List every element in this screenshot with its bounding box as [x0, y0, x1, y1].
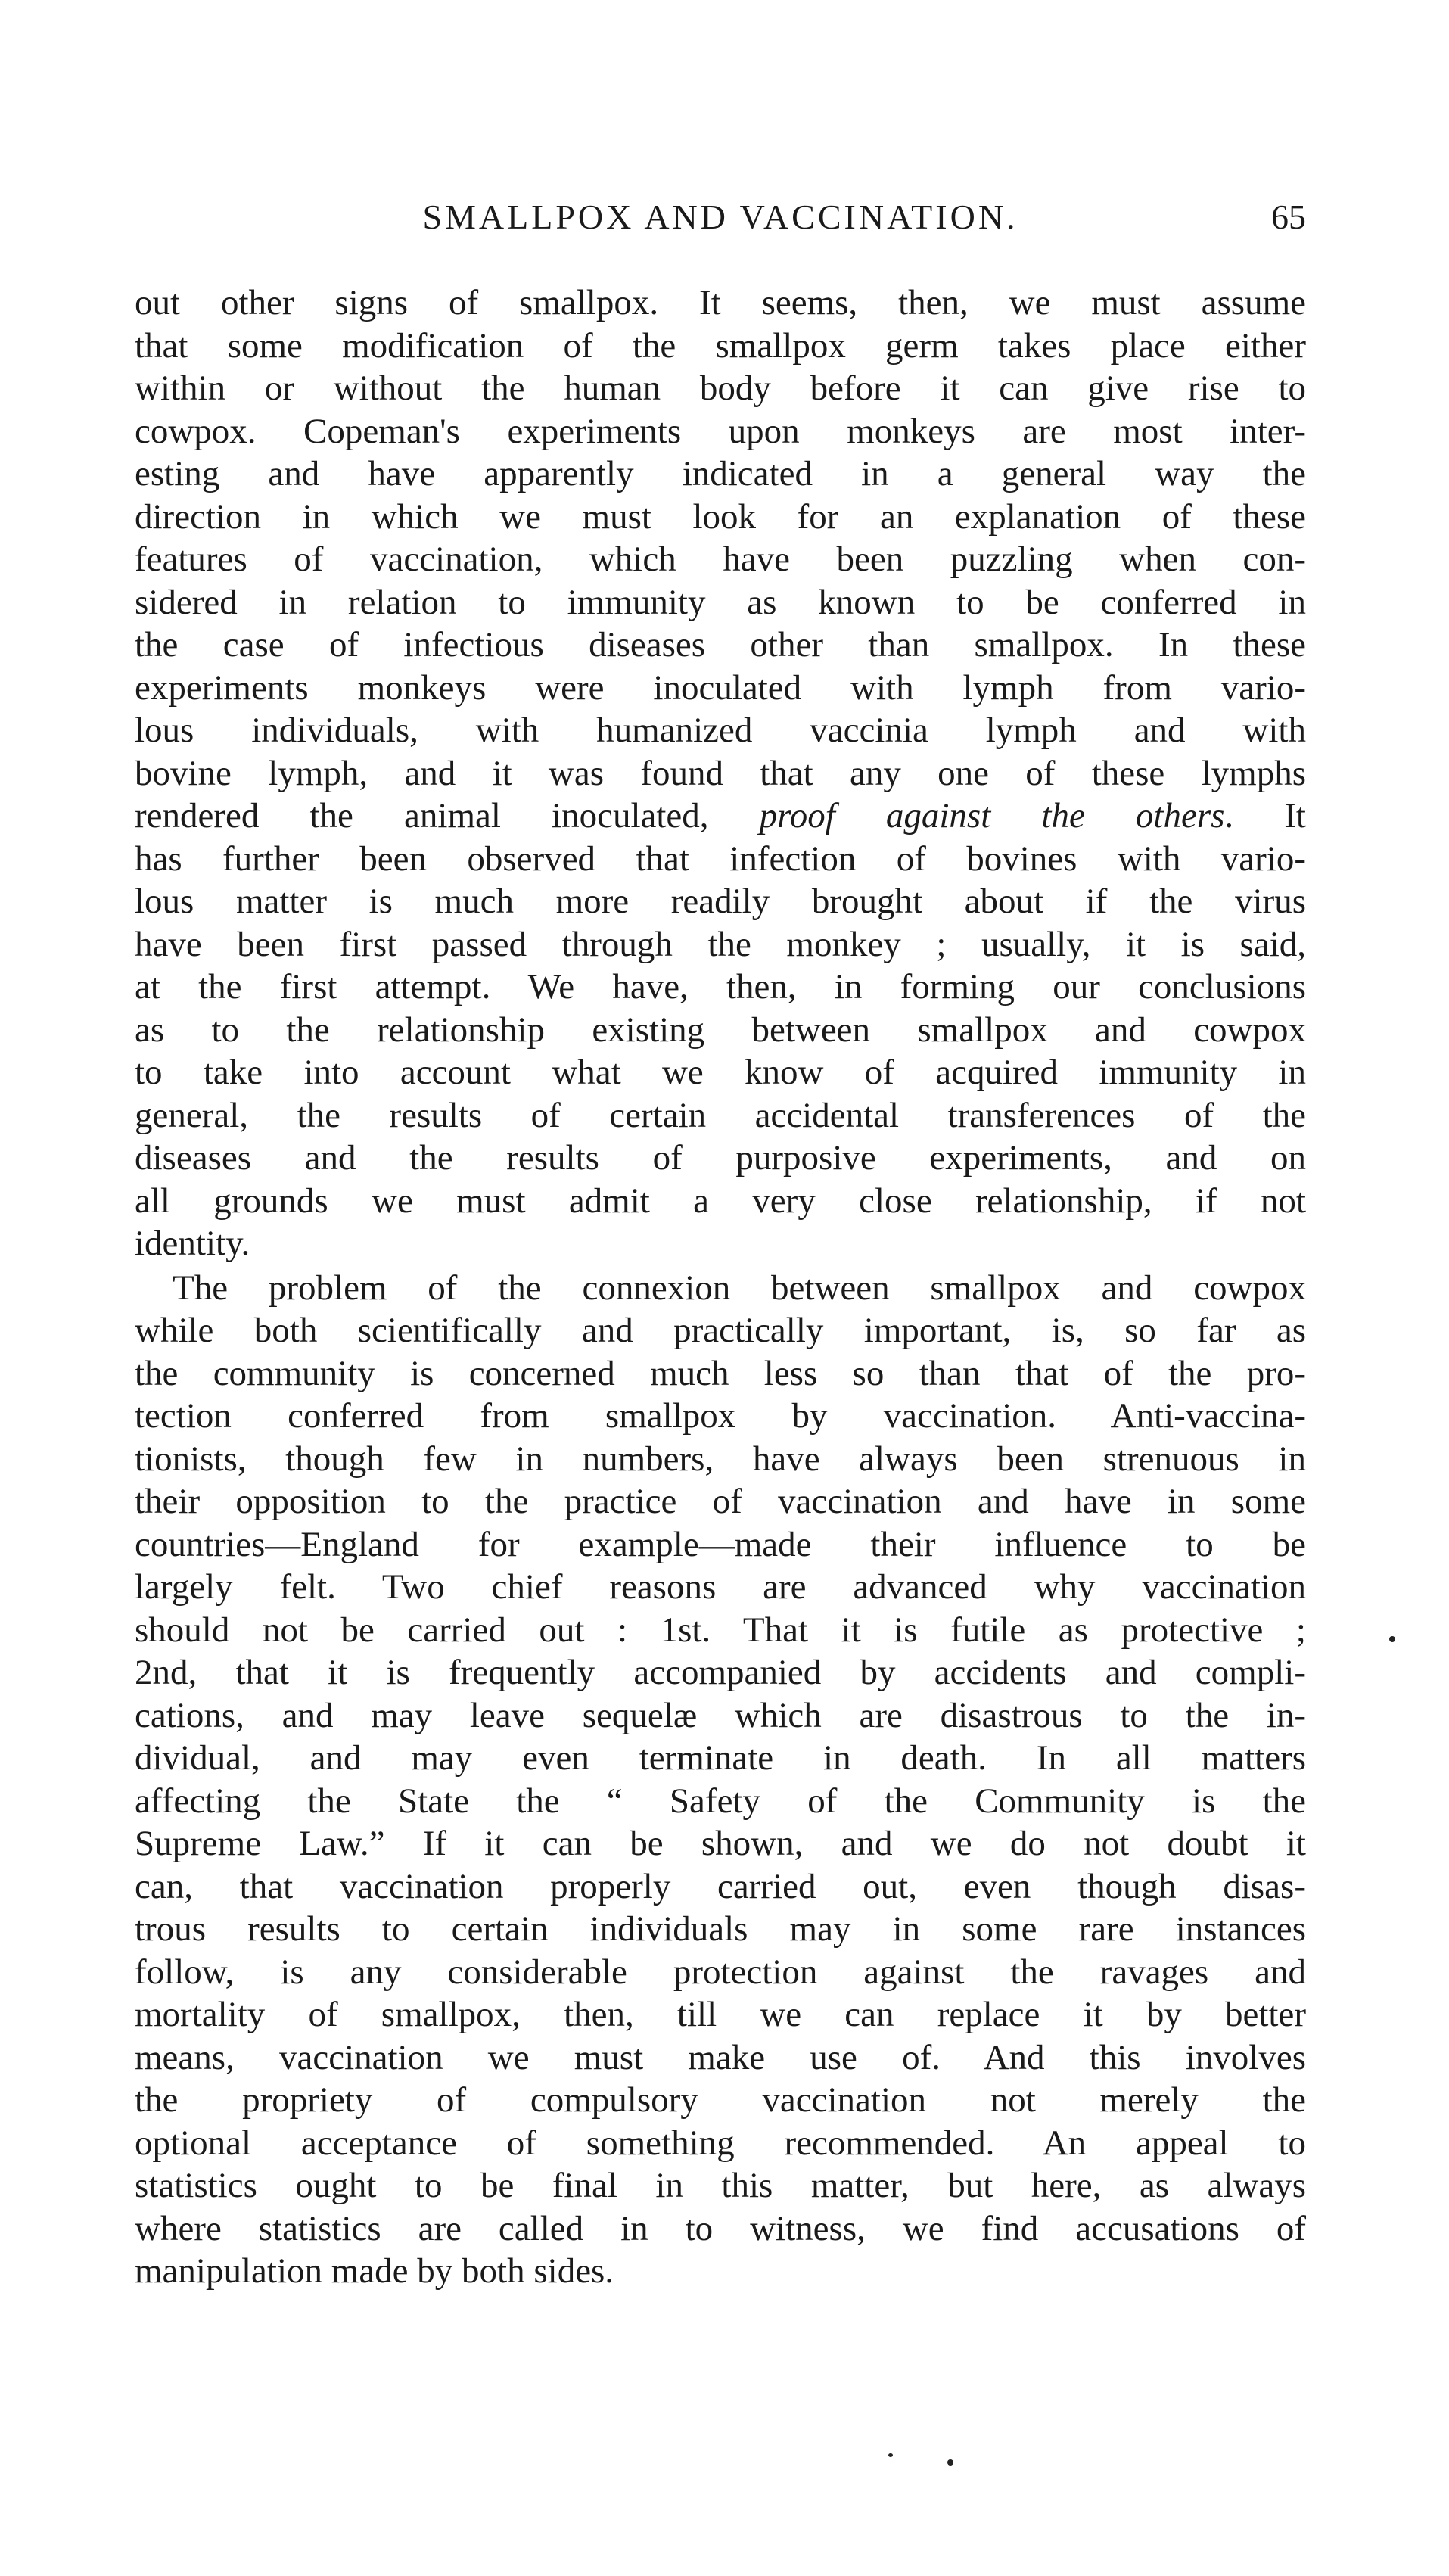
text-line: lous matter is much more readily brought about if the virus — [135, 882, 1306, 921]
text-line: manipulation made by both sides. — [135, 2251, 614, 2291]
text-line: have been first passed through the monkey ; usually, it is said, — [135, 924, 1306, 964]
text-line: their opposition to the practice of vaccination and have in some — [135, 1482, 1306, 1521]
text-line: largely felt. Two chief reasons are advanced why vaccination — [135, 1567, 1306, 1607]
text-line: all grounds we must admit a very close relationship, if not — [135, 1181, 1306, 1221]
ink-speck — [947, 2459, 953, 2466]
text-line: features of vaccination, which have been puzzling when con- — [135, 540, 1306, 579]
text-line: sidered in relation to immunity as known to be conferred in — [135, 582, 1306, 622]
text-line: means, vaccination we must make use of. And this involves — [135, 2037, 1306, 2077]
running-head — [135, 191, 1306, 244]
text-line: The problem of the connexion between smallpox and cowpox — [173, 1268, 1306, 1308]
text-line: that some modification of the smallpox germ takes place either — [135, 325, 1306, 366]
text-line: tection conferred from smallpox by vaccination. Anti-vaccina- — [135, 1396, 1306, 1436]
text-line: has further been observed that infection of bovines with vario- — [135, 838, 1306, 879]
text-line: to take into account what we know of acquired immunity in — [135, 1053, 1306, 1092]
text-line: within or without the human body before it can give rise to — [135, 369, 1306, 408]
text-line: identity. — [135, 1224, 250, 1263]
text-line: trous results to certain individuals may in some rare instances — [135, 1909, 1306, 1949]
text-line: lous individuals, with humanized vaccinia lymph and with — [135, 711, 1306, 750]
page-number: 65 — [1271, 198, 1306, 236]
text-line: where statistics are called in to witness, we find accusations of — [135, 2208, 1306, 2248]
text-line: dividual, and may even terminate in death. In all matters — [135, 1738, 1306, 1778]
text-line: follow, is any considerable protection against the ravages and — [135, 1952, 1306, 1992]
text-line: experiments monkeys were inoculated with lymph from vario- — [135, 667, 1306, 708]
text-line: bovine lymph, and it was found that any one of these lymphs — [135, 753, 1306, 793]
text-line: optional acceptance of something recommended. An appeal to — [135, 2123, 1306, 2163]
text-line: the propriety of compulsory vaccination not merely the — [135, 2080, 1306, 2120]
text-line: should not be carried out : 1st. That it is futile as protective ; — [135, 1610, 1306, 1650]
ink-speck — [1389, 1636, 1395, 1642]
text-line: statistics ought to be final in this matter, but here, as always — [135, 2166, 1306, 2205]
paragraph-1 — [135, 282, 1306, 1265]
text-line: the case of infectious diseases other than smallpox. In these — [135, 625, 1306, 664]
ink-speck — [888, 2453, 893, 2457]
text-line: out other signs of smallpox. It seems, then, we must assume — [135, 283, 1306, 322]
text-line: esting and have apparently indicated in a general way the — [135, 454, 1306, 493]
text-line: can, that vaccination properly carried out, even though disas- — [135, 1866, 1306, 1906]
text-line: 2nd, that it is frequently accompanied by accidents and compli- — [135, 1653, 1306, 1692]
text-line: affecting the State the “ Safety of the Community is the — [135, 1781, 1306, 1821]
body-text — [135, 282, 1306, 2293]
text-line: countries—England for example—made their influence to be — [135, 1524, 1306, 1564]
text-line: tionists, though few in numbers, have always been strenuous in — [135, 1439, 1306, 1479]
text-line: the community is concerned much less so than that of the pro- — [135, 1353, 1306, 1393]
text-line: as to the relationship existing between smallpox and cowpox — [135, 1010, 1306, 1050]
text-line: while both scientifically and practically important, is, so far as — [135, 1311, 1306, 1350]
text-line: cations, and may leave sequelæ which are disastrous to the in- — [135, 1695, 1306, 1735]
paragraph-2 — [135, 1267, 1306, 2293]
text-line: mortality of smallpox, then, till we can replace it by better — [135, 1995, 1306, 2034]
text-line: direction in which we must look for an explanation of these — [135, 496, 1306, 537]
text-line: at the first attempt. We have, then, in forming our conclusions — [135, 967, 1306, 1006]
running-title: SMALLPOX AND VACCINATION. — [422, 198, 1018, 236]
text-line-with-italic: rendered the animal inoculated, proof against the others. It — [135, 796, 1306, 835]
italic-phrase: proof against the others — [759, 796, 1225, 835]
text-line: cowpox. Copeman's experiments upon monkeys are most inter- — [135, 411, 1306, 451]
text-line: general, the results of certain accidental transferences of the — [135, 1095, 1306, 1135]
text-line: Supreme Law.” If it can be shown, and we do not doubt it — [135, 1824, 1306, 1863]
text-line: diseases and the results of purposive experiments, and on — [135, 1138, 1306, 1178]
